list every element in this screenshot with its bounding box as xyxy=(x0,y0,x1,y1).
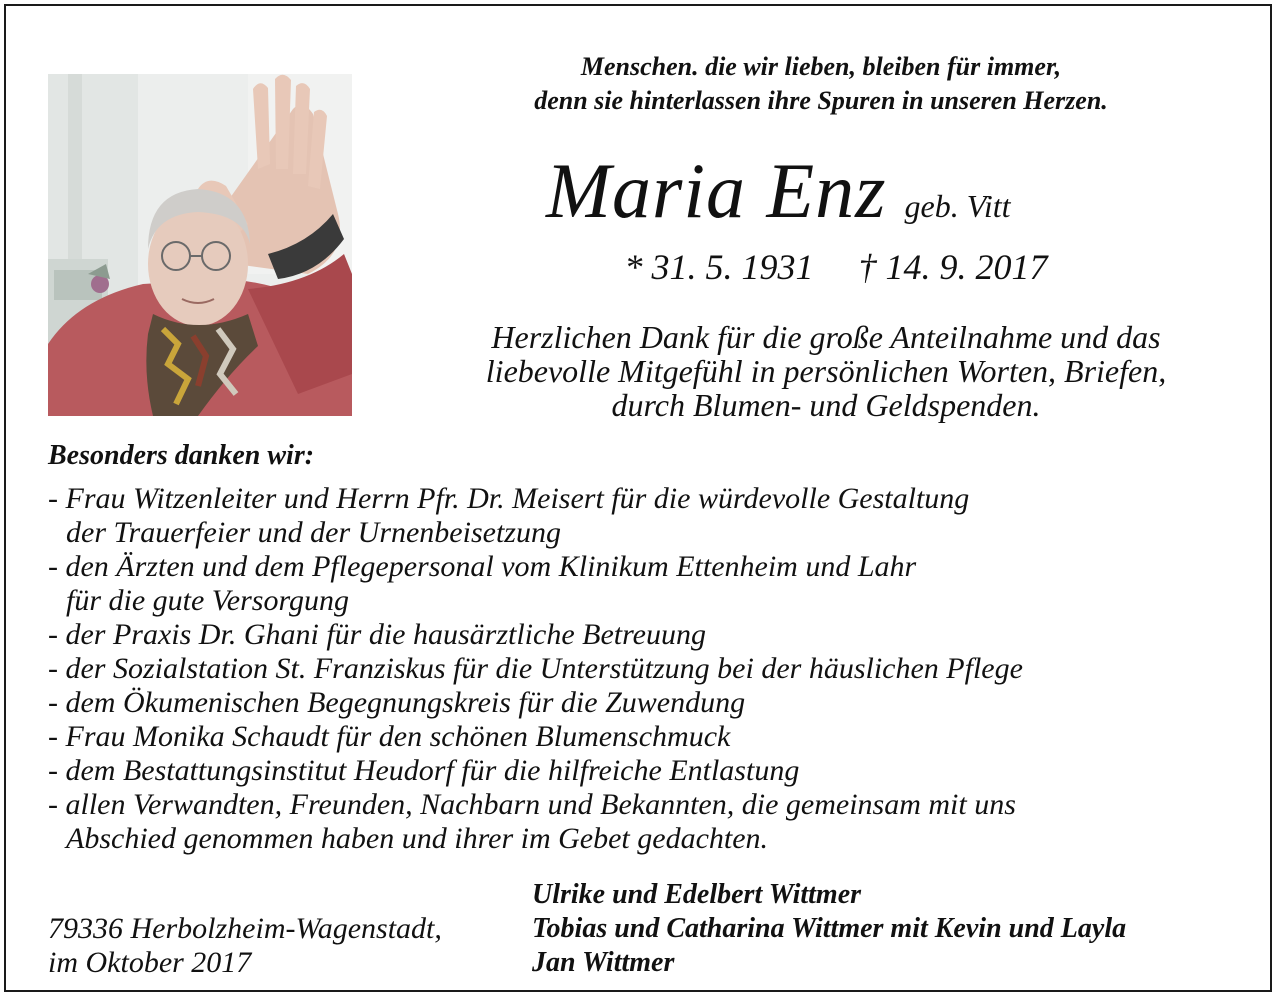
quote-line-1: Menschen. die wir lieben, bleiben für immer, xyxy=(580,52,1062,81)
thanks-line-2: liebevolle Mitgefühl in persönlichen Worten, Briefen, xyxy=(485,353,1167,389)
date: im Oktober 2017 xyxy=(48,946,252,979)
portrait-photo xyxy=(48,74,352,416)
deceased-name: Maria Enz xyxy=(546,147,887,234)
thanks-list-line: der Trauerfeier und der Urnenbeisetzung xyxy=(66,516,561,549)
birth-date: * 31. 5. 1931 xyxy=(624,247,814,287)
thanks-list-line: - allen Verwandten, Freunden, Nachbarn und Bekannten, die gemeinsam mit uns xyxy=(48,788,1016,821)
thanks-list-line: - der Praxis Dr. Ghani für die hausärztliche Betreuung xyxy=(48,618,706,651)
life-dates xyxy=(566,246,1106,288)
signature-line: Tobias und Catharina Wittmer mit Kevin und Layla xyxy=(532,913,1127,944)
thanks-list-line: Abschied genommen haben und ihrer im Gebet gedachten. xyxy=(66,822,769,855)
signature-line: Ulrike und Edelbert Wittmer xyxy=(532,879,862,910)
signature-line: Jan Wittmer xyxy=(532,947,675,978)
thanks-list-line: - Frau Monika Schaudt für den schönen Blumenschmuck xyxy=(48,720,731,753)
deceased-name-line xyxy=(546,146,1186,236)
thanks-line-3: durch Blumen- und Geldspenden. xyxy=(611,387,1041,423)
birth-name: geb. Vitt xyxy=(904,188,1011,224)
memorial-quote xyxy=(406,50,1236,118)
place-and-date xyxy=(48,912,442,980)
thanks-list-line: - dem Ökumenischen Begegnungskreis für die Zuwendung xyxy=(48,686,746,719)
thanks-list-line: - Frau Witzenleiter und Herrn Pfr. Dr. Meisert für die würdevolle Gestaltung xyxy=(48,482,970,515)
quote-line-2: denn sie hinterlassen ihre Spuren in unseren Herzen. xyxy=(534,86,1108,115)
general-thanks xyxy=(406,320,1246,422)
thanks-line-1: Herzlichen Dank für die große Anteilnahme und das xyxy=(491,319,1161,355)
signatures xyxy=(532,878,1126,980)
place: 79336 Herbolzheim-Wagenstadt, xyxy=(48,912,442,945)
obituary-frame xyxy=(4,4,1272,992)
special-thanks-heading: Besonders danken wir: xyxy=(48,440,315,471)
thanks-list-line: - den Ärzten und dem Pflegepersonal vom Klinikum Ettenheim und Lahr xyxy=(48,550,917,583)
thanks-list-line: für die gute Versorgung xyxy=(66,584,350,617)
special-thanks-list xyxy=(48,482,1248,856)
thanks-list-line: - der Sozialstation St. Franziskus für die Unterstützung bei der häuslichen Pflege xyxy=(48,652,1023,685)
thanks-list-line: - dem Bestattungsinstitut Heudorf für die hilfreiche Entlastung xyxy=(48,754,800,787)
death-date: † 14. 9. 2017 xyxy=(858,247,1048,287)
